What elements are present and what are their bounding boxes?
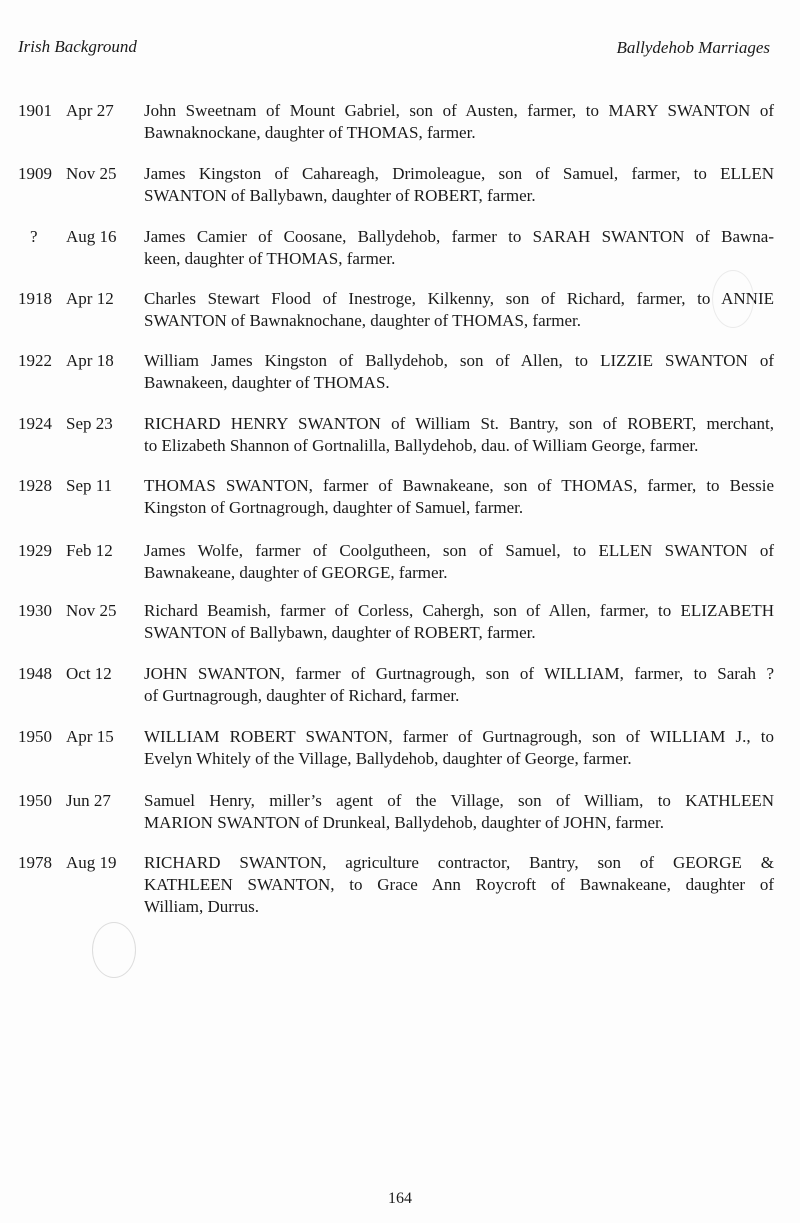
- entry-line: THOMAS SWANTON, farmer of Bawnakeane, son of THOMAS, farmer, to Bessie: [144, 476, 774, 495]
- entry-line: keen, daughter of THOMAS, farmer.: [144, 249, 396, 268]
- paper-smudge-mark: [92, 922, 136, 978]
- entry-line: Kingston of Gortnagrough, daughter of Samuel, farmer.: [144, 498, 524, 517]
- entry-line: John Sweetnam of Mount Gabriel, son of Austen, farmer, to MARY SWANTON of: [144, 101, 774, 120]
- entry-line: William James Kingston of Ballydehob, son of Allen, to LIZZIE SWANTON of: [144, 351, 774, 370]
- entry-year: 1909: [18, 164, 52, 183]
- entry-line: Richard Beamish, farmer of Corless, Cahergh, son of Allen, farmer, to ELIZABETH: [144, 601, 774, 620]
- entry-line: SWANTON of Ballybawn, daughter of ROBERT, farmer.: [144, 623, 536, 642]
- entry-year: 1929: [18, 541, 52, 560]
- entry-date: Apr 18: [66, 351, 114, 370]
- entry-line: RICHARD SWANTON, agriculture contractor, Bantry, son of GEORGE &: [144, 853, 774, 872]
- entry-line: MARION SWANTON of Drunkeal, Ballydehob, daughter of JOHN, farmer.: [144, 813, 664, 832]
- entry-text: [144, 540, 774, 584]
- entry-line: James Camier of Coosane, Ballydehob, farmer to SARAH SWANTON of Bawna-: [144, 227, 774, 246]
- entry-text: [144, 350, 774, 394]
- entry-line: Bawnakeane, daughter of GEORGE, farmer.: [144, 563, 448, 582]
- paper-smudge-mark: [712, 270, 754, 328]
- entry-text: [144, 163, 774, 207]
- entry-line: WILLIAM ROBERT SWANTON, farmer of Gurtnagrough, son of WILLIAM J., to: [144, 727, 774, 746]
- entry-date: Nov 25: [66, 601, 117, 620]
- entry-year: 1948: [18, 664, 52, 683]
- entry-year: 1950: [18, 791, 52, 810]
- entry-text: [144, 600, 774, 644]
- entry-line: RICHARD HENRY SWANTON of William St. Bantry, son of ROBERT, merchant,: [144, 414, 774, 433]
- entry-line: Bawnakeen, daughter of THOMAS.: [144, 373, 390, 392]
- entry-line: William, Durrus.: [144, 897, 259, 916]
- entry-date: Feb 12: [66, 541, 113, 560]
- entry-line: James Kingston of Cahareagh, Drimoleague, son of Samuel, farmer, to ELLEN: [144, 164, 774, 183]
- entry-date: Sep 23: [66, 414, 113, 433]
- entry-line: Samuel Henry, miller’s agent of the Village, son of William, to KATHLEEN: [144, 791, 774, 810]
- running-header-right: Ballydehob Marriages: [616, 38, 770, 57]
- entry-year: 1924: [18, 414, 52, 433]
- entry-line: KATHLEEN SWANTON, to Grace Ann Roycroft of Bawnakeane, daughter of: [144, 875, 774, 894]
- entry-text: [144, 226, 774, 270]
- entry-line: Bawnaknockane, daughter of THOMAS, farmer.: [144, 123, 476, 142]
- running-header-left: Irish Background: [18, 37, 137, 56]
- entry-text: [144, 852, 774, 918]
- entry-year: 1928: [18, 476, 52, 495]
- entry-date: Sep 11: [66, 476, 113, 495]
- entry-line: Evelyn Whitely of the Village, Ballydehob, daughter of George, farmer.: [144, 749, 632, 768]
- entry-text: [144, 413, 774, 457]
- entry-line: Charles Stewart Flood of Inestroge, Kilkenny, son of Richard, farmer, to ANNIE: [144, 289, 774, 308]
- entry-date: Apr 12: [66, 289, 114, 308]
- entry-line: to Elizabeth Shannon of Gortnalilla, Ballydehob, dau. of William George, farmer.: [144, 436, 699, 455]
- entry-date: Jun 27: [66, 791, 111, 810]
- entry-year: 1901: [18, 101, 52, 120]
- entry-date: Apr 27: [66, 101, 114, 120]
- entry-line: of Gurtnagrough, daughter of Richard, farmer.: [144, 686, 460, 705]
- entry-text: [144, 288, 774, 332]
- entry-line: SWANTON of Ballybawn, daughter of ROBERT, farmer.: [144, 186, 536, 205]
- entry-date: Aug 16: [66, 227, 117, 246]
- entry-date: Aug 19: [66, 853, 117, 872]
- page-number: 164: [388, 1190, 412, 1207]
- entry-year: 1922: [18, 351, 52, 370]
- entry-date: Nov 25: [66, 164, 117, 183]
- entry-year: 1978: [18, 853, 52, 872]
- entry-year: 1930: [18, 601, 52, 620]
- entry-year: 1918: [18, 289, 52, 308]
- entry-line: SWANTON of Bawnaknochane, daughter of THOMAS, farmer.: [144, 311, 582, 330]
- entry-year: ?: [30, 227, 38, 246]
- entry-text: [144, 100, 774, 144]
- entry-text: [144, 726, 774, 770]
- entry-date: Oct 12: [66, 664, 112, 683]
- entry-year: 1950: [18, 727, 52, 746]
- entry-text: [144, 663, 774, 707]
- entry-text: [144, 475, 774, 519]
- entry-line: James Wolfe, farmer of Coolgutheen, son of Samuel, to ELLEN SWANTON of: [144, 541, 774, 560]
- entry-date: Apr 15: [66, 727, 114, 746]
- entry-line: JOHN SWANTON, farmer of Gurtnagrough, son of WILLIAM, farmer, to Sarah ?: [144, 664, 774, 683]
- entry-text: [144, 790, 774, 834]
